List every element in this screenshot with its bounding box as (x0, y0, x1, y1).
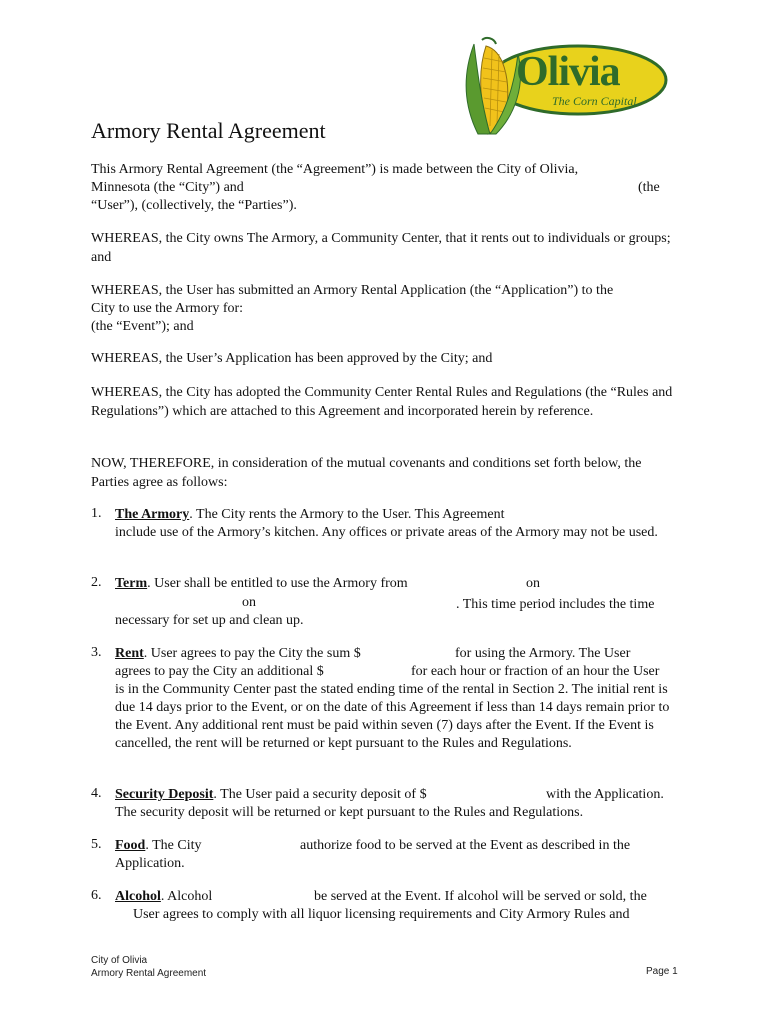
document-title: Armory Rental Agreement (91, 118, 326, 143)
section-2-line-2b: . This time period includes the time (456, 597, 655, 612)
logo-tagline: The Corn Capital (552, 94, 637, 108)
logo-wordmark: Olivia (516, 49, 620, 95)
whereas-application-line-3: (the “Event”); and (91, 319, 194, 334)
section-4-line-1: Security Deposit. The User paid a security deposit of $ (115, 787, 427, 802)
section-3-line-1: Rent. User agrees to pay the City the sum $ (115, 646, 361, 661)
section-3-line-2a: agrees to pay the City an additional $ (115, 664, 324, 679)
whereas-rules: WHEREAS, the City has adopted the Community Center Rental Rules and Regulations (the “Rules and Regulations”) which are attached to this Agreement and incorporated herein by reference. (91, 385, 673, 419)
section-2-on-1: on (526, 576, 540, 591)
section-5-line-2: Application. (115, 856, 185, 871)
page-footer (91, 954, 206, 980)
section-4-number: 4. (91, 786, 102, 801)
whereas-owns: WHEREAS, the City owns The Armory, a Community Center, that it rents out to individuals or groups; and (91, 231, 671, 265)
page-number: Page 1 (646, 966, 678, 977)
intro-line-2b: (the (638, 180, 660, 195)
olivia-logo (456, 36, 671, 136)
section-5-line-1b: authorize food to be served at the Event as described in the (300, 838, 631, 853)
intro-line-1: This Armory Rental Agreement (the “Agreement”) is made between the City of Olivia, (91, 162, 579, 177)
section-3-heading: Rent (115, 646, 144, 661)
section-6-number: 6. (91, 888, 102, 903)
whereas-approved: WHEREAS, the User’s Application has been approved by the City; and (91, 351, 493, 366)
section-1-line-1: The Armory. The City rents the Armory to the User. This Agreement (115, 507, 505, 522)
whereas-application-line-2: City to use the Armory for: (91, 301, 244, 316)
section-3-number: 3. (91, 645, 102, 660)
section-4-line-2: The security deposit will be returned or kept pursuant to the Rules and Regulations. (115, 805, 584, 820)
section-3-line-1b: for using the Armory. The User (455, 646, 631, 661)
section-2-line-1: Term. User shall be entitled to use the Armory from (115, 576, 408, 591)
section-4-line-1b: with the Application. (546, 787, 664, 802)
section-1-number: 1. (91, 506, 102, 521)
section-2-heading: Term (115, 576, 148, 591)
section-1-heading: The Armory (115, 507, 190, 522)
section-2-on-2: on (242, 595, 256, 610)
section-6-line-2: User agrees to comply with all liquor licensing requirements and City Armory Rules and (133, 907, 630, 922)
section-3-line-2b: for each hour or fraction of an hour the User (411, 664, 660, 679)
section-6-line-1b: be served at the Event. If alcohol will be served or sold, the (314, 889, 647, 904)
section-1-body: include use of the Armory’s kitchen. Any offices or private areas of the Armory may not be used. (115, 525, 658, 540)
section-4-heading: Security Deposit (115, 787, 214, 802)
intro-line-3: “User”), (collectively, the “Parties”). (91, 198, 297, 213)
footer-city: City of Olivia (91, 955, 148, 966)
now-therefore: NOW, THEREFORE, in consideration of the mutual covenants and conditions set forth below, the Parties agree as follows: (91, 456, 642, 490)
section-6-line-1: Alcohol. Alcohol (115, 889, 213, 904)
section-2-number: 2. (91, 575, 102, 590)
section-5-number: 5. (91, 837, 102, 852)
footer-document-name: Armory Rental Agreement (91, 968, 207, 979)
section-5-heading: Food (115, 838, 146, 853)
section-2-line-3: necessary for set up and clean up. (115, 613, 304, 628)
intro-line-2a: Minnesota (the “City”) and (91, 180, 244, 195)
section-3-body: is in the Community Center past the stated ending time of the rental in Section 2. The initial rent is due 14 days prior to the Event, or on the date of this Agreement if less than 14 days remain prior to the Event. Any additional rent must be paid within seven (7) days after the Event. If the Event is cancelled, the rent will be returned or kept pursuant to the Rules and Regulations. (115, 682, 670, 751)
section-5-line-1: Food. The City (115, 838, 202, 853)
whereas-application-line-1: WHEREAS, the User has submitted an Armory Rental Application (the “Application”) to the (91, 283, 614, 298)
section-6-heading: Alcohol (115, 889, 161, 904)
